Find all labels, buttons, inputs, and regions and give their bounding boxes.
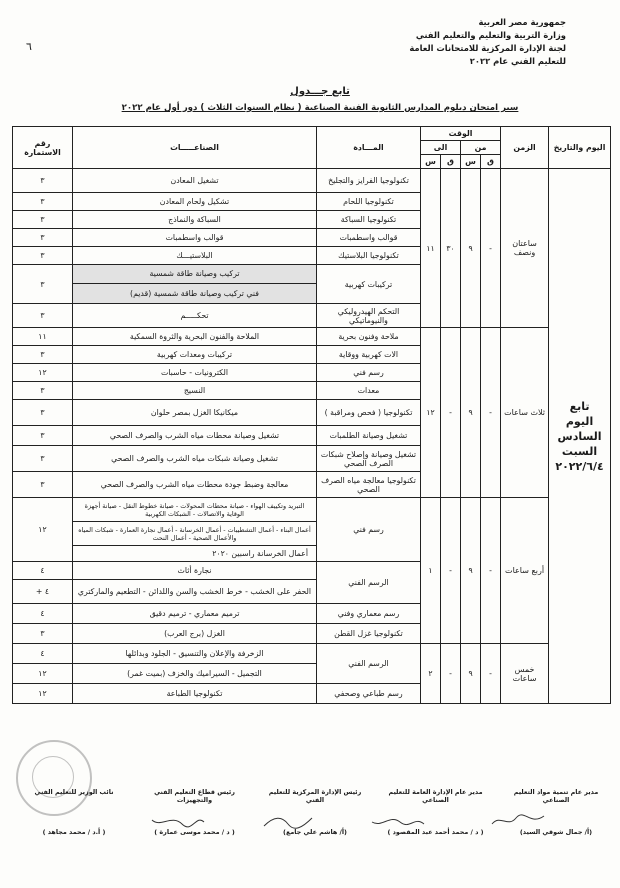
industry-cell: التجميل - السيراميك والخزف (بميت غمر) bbox=[73, 664, 317, 684]
duration-cell: خمس ساعات bbox=[501, 644, 549, 704]
from-minute: - bbox=[481, 328, 501, 498]
page-number: ٦ bbox=[26, 40, 32, 53]
to-minute: - bbox=[441, 498, 461, 644]
subject-cell: رسم معماري وفني bbox=[317, 604, 421, 624]
subject-cell: الرسم الفني bbox=[317, 644, 421, 684]
subject-cell: رسم فني bbox=[317, 364, 421, 382]
from-minute: - bbox=[481, 169, 501, 328]
day-date: ٢٠٢٢/٦/٤ bbox=[555, 459, 604, 473]
subject-cell: الرسم الفني bbox=[317, 562, 421, 604]
header-hour: س bbox=[421, 155, 441, 169]
industry-cell: الكترونيات - حاسبات bbox=[73, 364, 317, 382]
header-from: من bbox=[461, 141, 501, 155]
form-number-cell: ٤ + bbox=[13, 580, 73, 604]
form-number-cell: ٣ bbox=[13, 229, 73, 247]
form-number-cell: ٤ bbox=[13, 562, 73, 580]
handwritten-signature bbox=[370, 812, 426, 830]
header-day-date: اليوم والتاريخ bbox=[549, 127, 611, 169]
form-number-cell: ٣ bbox=[13, 304, 73, 328]
subject-cell: تكنولوجيا غزل القطن bbox=[317, 624, 421, 644]
day-line: اليوم bbox=[565, 414, 594, 428]
signature-role: مدير عام تنمية مواد التعليم الصناعي bbox=[513, 788, 599, 804]
form-number-cell: ٣ bbox=[13, 346, 73, 364]
industry-cell: الحفر على الخشب - خرط الخشب والسن واللدائن - التطعيم والماركتري bbox=[73, 580, 317, 604]
form-number-cell: ٣ bbox=[13, 472, 73, 498]
day-line: السبت bbox=[561, 444, 598, 458]
signature-role: نائب الوزير للتعليم الفني bbox=[34, 788, 114, 796]
signature-block bbox=[20, 788, 128, 836]
subject-cell: تركيبات كهربية bbox=[317, 265, 421, 304]
subject-cell: ملاحة وفنون بحرية bbox=[317, 328, 421, 346]
handwritten-signature bbox=[490, 812, 546, 830]
subject-cell: رسم فني bbox=[317, 498, 421, 562]
form-number-cell: ١٢ bbox=[13, 364, 73, 382]
header-line: وزارة التربية والتعليم والتعليم الفني bbox=[415, 30, 566, 40]
industry-cell: أعمال البناء - أعمال التشطيبات - أعمال الخرسانة - أعمال نجارة العمارة - شبكات المياه والأعمال الصحية - أعمال النحت bbox=[73, 522, 317, 546]
duration-cell: ساعتان ونصف bbox=[501, 169, 549, 328]
header-to: الى bbox=[421, 141, 461, 155]
subject-cell: تكنولوجيا البلاستيك bbox=[317, 247, 421, 265]
from-hour: ٩ bbox=[461, 169, 481, 328]
header-subject: المـــادة bbox=[317, 127, 421, 169]
from-minute: - bbox=[481, 498, 501, 644]
day-line: تابع bbox=[569, 399, 590, 413]
header-time: الوقت bbox=[421, 127, 501, 141]
handwritten-signature bbox=[150, 812, 206, 830]
subject-cell: تكنولوجيا معالجة مياه الصرف الصحي bbox=[317, 472, 421, 498]
form-number-cell: ٣ bbox=[13, 400, 73, 426]
subject-cell: الات كهربية ووقاية bbox=[317, 346, 421, 364]
form-number-cell: ٣ bbox=[13, 211, 73, 229]
header-line: جمهورية مصر العربية bbox=[478, 17, 566, 27]
industry-cell: الزخرفة والإعلان والتنسيق - الجلود وبدائلها bbox=[73, 644, 317, 664]
form-number-cell: ١٢ bbox=[13, 498, 73, 562]
form-number-cell: ٣ bbox=[13, 265, 73, 304]
form-number-cell: ١٢ bbox=[13, 684, 73, 704]
subject-cell: تكنولوجيا الفرايز والتجليخ bbox=[317, 169, 421, 193]
to-hour: ١ bbox=[421, 498, 441, 644]
industry-cell: أعمال الخرسانة راسبين ٢٠٢٠ bbox=[73, 546, 317, 562]
form-number-cell: ٣ bbox=[13, 193, 73, 211]
to-minute: - bbox=[441, 328, 461, 498]
to-minute: - bbox=[441, 644, 461, 704]
industry-cell: ميكانيكا الغزل بمصر حلوان bbox=[73, 400, 317, 426]
signature-role: مدير عام الإدارة العامة للتعليم الصناعي bbox=[388, 788, 483, 804]
header-hour: س bbox=[461, 155, 481, 169]
industry-cell: تشكيل ولحام المعادن bbox=[73, 193, 317, 211]
to-minute: ٣٠ bbox=[441, 169, 461, 328]
industry-cell: تركيبات ومعدات كهربية bbox=[73, 346, 317, 364]
title-line-1: تابع جـــدول bbox=[290, 86, 350, 97]
document-title bbox=[60, 86, 580, 113]
signature-role: رئيس قطاع التعليم الفني والتجهيزات bbox=[154, 788, 235, 804]
form-number-cell: ٤ bbox=[13, 604, 73, 624]
industry-cell: البلاستيـــك bbox=[73, 247, 317, 265]
day-cell bbox=[549, 169, 611, 704]
form-number-cell: ٣ bbox=[13, 624, 73, 644]
industry-cell: تشغيل وصيانة شبكات مياه الشرب والصرف الصحي bbox=[73, 446, 317, 472]
subject-cell: تكنولوجيا اللحام bbox=[317, 193, 421, 211]
header-industries: الصناعـــــات bbox=[73, 127, 317, 169]
signature-name: ( د / محمد موسى عمارة ) bbox=[154, 828, 235, 836]
industry-cell: تشغيل وصيانة محطات مياه الشرب والصرف الصحي bbox=[73, 426, 317, 446]
industry-cell: الملاحة والفنون البحرية والثروة السمكية bbox=[73, 328, 317, 346]
industry-cell: تشغيل المعادن bbox=[73, 169, 317, 193]
signature-name: (أ/ هاشم علي جامع) bbox=[283, 828, 347, 836]
from-minute: - bbox=[481, 644, 501, 704]
to-hour: ٢ bbox=[421, 644, 441, 704]
to-hour: ١٢ bbox=[421, 328, 441, 498]
industry-line: تركيب وصيانة طاقة شمسية bbox=[73, 265, 316, 284]
signature-name: (أ/ جمال شوقي السيد) bbox=[519, 828, 593, 836]
ministry-header bbox=[409, 16, 566, 68]
header-minute: ق bbox=[481, 155, 501, 169]
industry-cell: النسيج bbox=[73, 382, 317, 400]
form-number-cell: ٣ bbox=[13, 446, 73, 472]
industry-cell: معالجة وضبط جودة محطات مياه الشرب والصرف الصحي bbox=[73, 472, 317, 498]
industry-cell: قوالب واسطمبات bbox=[73, 229, 317, 247]
day-line: السادس bbox=[557, 429, 602, 443]
header-duration: الزمن bbox=[501, 127, 549, 169]
industry-cell: الغزل (برج العرب) bbox=[73, 624, 317, 644]
signature-name: ( أ.د / محمد مجاهد ) bbox=[42, 828, 106, 836]
industry-line: فني تركيب وصيانة طاقة شمسية (قديم) bbox=[130, 289, 259, 298]
industry-cell: نجارة أثاث bbox=[73, 562, 317, 580]
form-number-cell: ٤ bbox=[13, 644, 73, 664]
subject-cell: تشغيل وصيانة الطلمبات bbox=[317, 426, 421, 446]
industry-cell: تحكـــــم bbox=[73, 304, 317, 328]
signature-role: رئيس الإدارة المركزية للتعليم الفني bbox=[268, 788, 362, 804]
industry-cell bbox=[73, 265, 317, 304]
industry-cell: السباكة والنماذج bbox=[73, 211, 317, 229]
subject-cell: رسم طباعي وصحفي bbox=[317, 684, 421, 704]
signature-name: ( د / محمد أحمد عبد المقصود ) bbox=[387, 828, 484, 836]
industry-cell: التبريد وتكييف الهواء - صيانة محطات المحولات - صيانة خطوط النقل - صيانة أجهزة الوقاية والاتصالات - الشبكات الكهربية bbox=[73, 498, 317, 522]
form-number-cell: ٣ bbox=[13, 382, 73, 400]
duration-cell: ثلاث ساعات bbox=[501, 328, 549, 498]
header-line: للتعليم الفني عام ٢٠٢٢ bbox=[469, 56, 566, 66]
subject-cell: تكنولوجيا السباكة bbox=[317, 211, 421, 229]
subject-cell: تشغيل وصيانة وإصلاح شبكات الصرف الصحي bbox=[317, 446, 421, 472]
header-form-number: رقم الاستمارة bbox=[13, 127, 73, 169]
header-minute: ق bbox=[441, 155, 461, 169]
exam-schedule-table bbox=[12, 126, 611, 704]
from-hour: ٩ bbox=[461, 644, 481, 704]
title-line-2: سير امتحان دبلوم المدارس الثانوية الفنية الصناعية ( نظام السنوات الثلاث ) دور أول عام ٢٠٢٢ bbox=[121, 103, 519, 113]
subject-cell: قوالب واسطمبات bbox=[317, 229, 421, 247]
industry-cell: تكنولوجيا الطباعة bbox=[73, 684, 317, 704]
subject-cell: التحكم الهيدروليكي والنيوماتيكي bbox=[317, 304, 421, 328]
to-hour: ١١ bbox=[421, 169, 441, 328]
form-number-cell: ٣ bbox=[13, 247, 73, 265]
industry-cell: ترميم معماري - ترميم دقيق bbox=[73, 604, 317, 624]
from-hour: ٩ bbox=[461, 328, 481, 498]
handwritten-signature bbox=[260, 812, 316, 830]
form-number-cell: ١٢ bbox=[13, 664, 73, 684]
form-number-cell: ١١ bbox=[13, 328, 73, 346]
subject-cell: معدات bbox=[317, 382, 421, 400]
header-line: لجنة الإدارة المركزية للامتحانات العامة bbox=[409, 43, 566, 53]
form-number-cell: ٣ bbox=[13, 426, 73, 446]
from-hour: ٩ bbox=[461, 498, 481, 644]
duration-cell: أربع ساعات bbox=[501, 498, 549, 644]
form-number-cell: ٣ bbox=[13, 169, 73, 193]
subject-cell: تكنولوجيا ( فحص ومراقبة ) bbox=[317, 400, 421, 426]
